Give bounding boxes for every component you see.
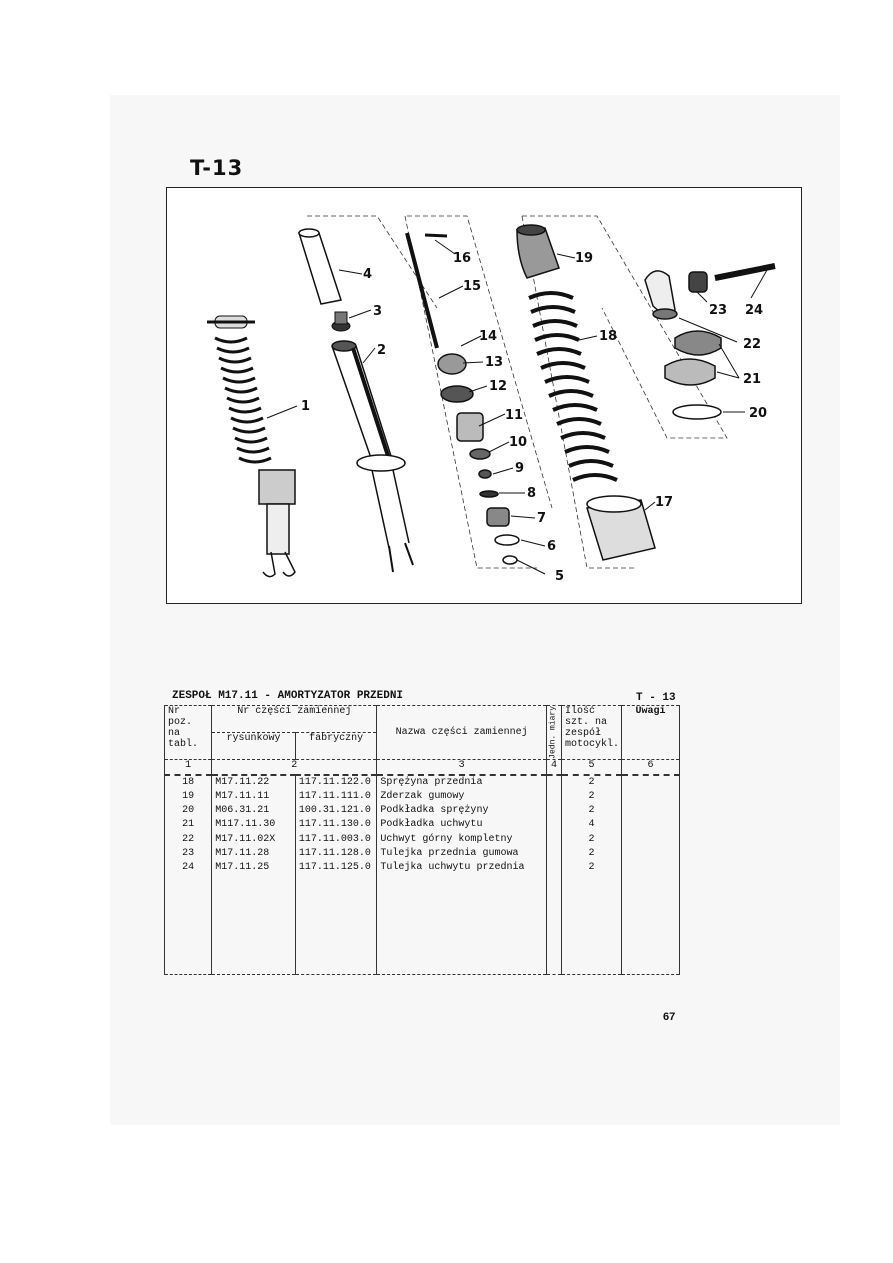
table-row-ilosc: 2 [588, 805, 595, 817]
callout-12: 12 [489, 379, 508, 394]
dust-sleeve [587, 496, 655, 560]
table-row-rys: M17.11.25 [215, 861, 270, 873]
table-row-poz: 24 [182, 861, 195, 873]
exploded-view-drawing [167, 188, 801, 603]
callout-22: 22 [743, 337, 762, 352]
nut-3 [332, 312, 350, 331]
callout-21: 21 [743, 372, 762, 387]
table-row-nazwa: Zderzak gumowy [380, 791, 465, 802]
callout-5: 5 [555, 569, 565, 584]
table-row-rys: M06.31.21 [215, 805, 270, 817]
table-row-rys: M17.11.02X [215, 833, 276, 845]
table-row-poz: 22 [182, 833, 195, 845]
callout-11: 11 [505, 408, 524, 423]
header-nr-czesci: Nr części zamiennej [212, 706, 377, 733]
colnum-2: 2 [212, 759, 377, 775]
colnum-3: 3 [377, 759, 547, 775]
callout-2: 2 [377, 343, 387, 358]
table-row-nazwa: Sprężyna przednia [380, 776, 483, 788]
table-row-ilosc: 2 [588, 833, 595, 845]
header-uwagi: Uwagi [622, 706, 680, 760]
table-row-rys: M17.11.22 [215, 776, 270, 788]
table-row-poz: 19 [182, 791, 195, 802]
callout-6: 6 [547, 539, 557, 554]
table-row-ilosc: 2 [588, 861, 595, 873]
callout-15: 15 [463, 279, 482, 294]
header-nazwa: Nazwa części zamiennej [377, 706, 547, 760]
callout-16: 16 [453, 251, 472, 266]
shock-absorber-complete [207, 316, 295, 577]
col-rysunkowy [212, 775, 296, 975]
callout-1: 1 [301, 399, 311, 414]
callout-8: 8 [527, 486, 537, 501]
header-ilosc: Ilość szt. na zespół motocykl. [561, 706, 621, 760]
table-row-fab: 117.11.125.0 [298, 861, 371, 873]
table-row-poz: 23 [182, 847, 195, 859]
parts-table [164, 705, 680, 973]
header-jm: Jedn. miary [546, 706, 561, 760]
header-nr-poz: Nr poz. na tabl. [165, 706, 212, 760]
table-row-nazwa: Tulejka uchwytu przednia [380, 861, 525, 873]
figure-label: T-13 [190, 156, 244, 180]
table-row-nazwa: Podkładka uchwytu [380, 819, 483, 831]
callout-13: 13 [485, 355, 504, 370]
exploded-view-figure [166, 187, 802, 604]
header-fabryczny: fabryczny [295, 732, 377, 759]
callout-17: 17 [655, 495, 674, 510]
callout-19: 19 [575, 251, 594, 266]
table-row-fab: 117.11.128.0 [298, 847, 371, 859]
col-jm [546, 775, 561, 975]
main-spring [529, 293, 617, 480]
callout-20: 20 [749, 406, 768, 421]
table-row-fab: 100.31.121.0 [298, 805, 371, 817]
col-poz [165, 775, 212, 975]
callout-14: 14 [479, 329, 498, 344]
colnum-6: 6 [622, 759, 680, 775]
colnum-5: 5 [561, 759, 621, 775]
callout-9: 9 [515, 461, 525, 476]
table-row-ilosc: 2 [588, 847, 595, 859]
table-row-fab: 117.11.130.0 [298, 819, 371, 831]
table-row-ilosc: 2 [588, 791, 595, 802]
header-rysunkowy: rysunkowy [212, 732, 296, 759]
col-fabryczny [295, 775, 377, 975]
table-row-poz: 18 [182, 776, 195, 788]
callout-4: 4 [363, 267, 373, 282]
table-row-rys: M17.11.28 [215, 847, 270, 859]
callout-24: 24 [745, 303, 764, 318]
table-row-ilosc: 4 [588, 819, 595, 831]
rubber-bumper [517, 225, 559, 278]
table-row-poz: 20 [182, 805, 195, 817]
col-ilosc [561, 775, 621, 975]
colnum-4: 4 [546, 759, 561, 775]
table-row-poz: 21 [182, 819, 195, 831]
callout-7: 7 [537, 511, 547, 526]
col-uwagi [622, 775, 680, 975]
table-row-nazwa: Uchwyt górny kompletny [380, 833, 513, 845]
callout-23: 23 [709, 303, 728, 318]
table-row-nazwa: Tulejka przednia gumowa [380, 847, 519, 859]
callout-10: 10 [509, 435, 528, 450]
table-row-fab: 117.11.111.0 [298, 791, 371, 802]
callout-3: 3 [373, 304, 383, 319]
callout-18: 18 [599, 329, 618, 344]
table-row-rys: M117.11.30 [215, 819, 276, 831]
table-row-nazwa: Podkładka sprężyny [380, 805, 489, 817]
table-row-fab: 117.11.003.0 [298, 833, 371, 845]
table-row-ilosc: 2 [588, 776, 595, 788]
cover-tube [299, 229, 341, 304]
table-row-rys: M17.11.11 [215, 791, 270, 802]
col-nazwa [377, 775, 547, 975]
lower-tube [332, 341, 413, 572]
table-row-fab: 117.11.122.0 [298, 776, 371, 788]
table-title: ZESPOŁ M17.11 - AMORTYZATOR PRZEDNI [172, 690, 404, 702]
colnum-1: 1 [165, 759, 212, 775]
page-number: 67 [663, 1011, 676, 1023]
table-code: T - 13 [636, 692, 676, 704]
